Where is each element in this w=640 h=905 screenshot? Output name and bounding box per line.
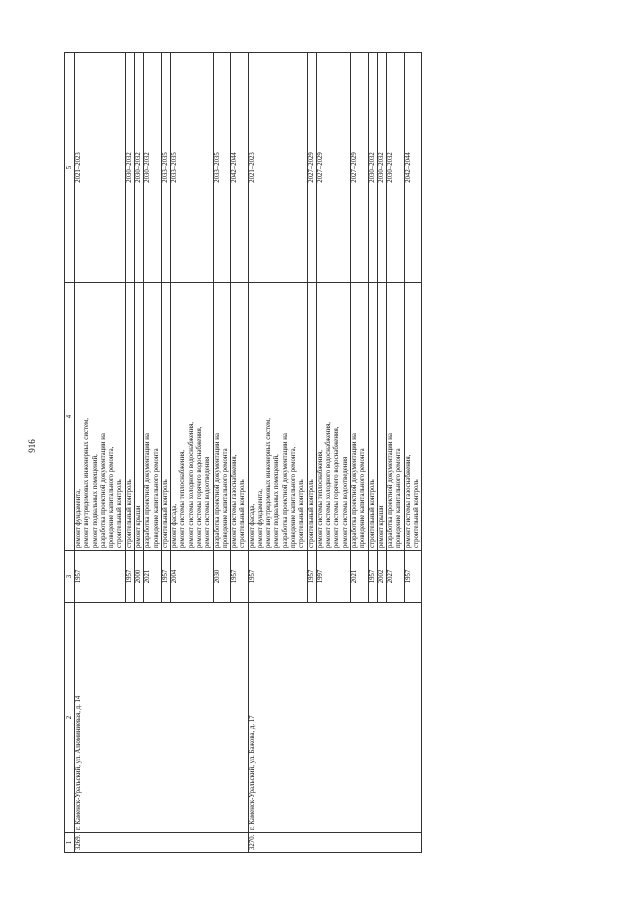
work-cell (377, 282, 386, 550)
page-number: 916 (27, 439, 37, 453)
year-cell: 2000 (134, 550, 143, 602)
period-cell: 2027–2029 (316, 52, 350, 282)
work-cell (144, 282, 162, 550)
work-line: проведение капитального ремонта (152, 447, 160, 548)
record-number: 3270. (248, 832, 422, 852)
work-cell (368, 282, 377, 550)
work-line: ремонт системы газоснабжения, (231, 454, 239, 548)
work-line: разработка проектной документации на (351, 432, 358, 548)
period-cell: 2021–2023 (75, 52, 126, 282)
year-cell: 2021 (351, 550, 369, 602)
work-line: ремонт системы горячего водоснабжения, (195, 426, 203, 548)
rotated-page (64, 53, 576, 853)
work-line: ремонт фундамента, (256, 488, 264, 548)
work-line: ремонт крыши (377, 504, 385, 548)
work-line: разработка проектной документации на (281, 432, 289, 548)
work-cell (404, 282, 422, 550)
repair-schedule-table (64, 52, 422, 853)
period-cell: 2027–2029 (307, 52, 316, 282)
column-number: 5 (65, 52, 75, 282)
record-address: г. Каменск-Уральский, ул. Алюминиевая, д. 14 (75, 602, 249, 832)
column-number: 4 (65, 282, 75, 550)
work-line: ремонт подвальных помещений, (273, 453, 281, 548)
work-cell (231, 282, 249, 550)
work-cell (75, 282, 126, 550)
year-cell: 2004 (171, 550, 213, 602)
work-cell (125, 282, 134, 550)
period-cell: 2033–2035 (213, 52, 231, 282)
work-cell (171, 282, 213, 550)
column-number-row (65, 52, 75, 852)
work-line: ремонт фундамента, (75, 488, 82, 548)
work-line: строительный контроль (125, 478, 133, 548)
work-cell (134, 282, 143, 550)
period-cell: 2030–2032 (387, 52, 405, 282)
period-cell: 2033–2035 (161, 52, 170, 282)
record-number: 3269. (75, 832, 249, 852)
work-line: разработка проектной документации на (387, 432, 395, 548)
work-cell (316, 282, 350, 550)
table-body (75, 52, 422, 852)
work-line: проведение капитального ремонта (395, 447, 403, 548)
table-row (75, 52, 126, 852)
year-cell: 1957 (307, 550, 316, 602)
work-line: разработка проектной документации на (213, 432, 221, 548)
work-line: ремонт системы водоотведения (204, 456, 212, 548)
period-cell: 2030–2032 (368, 52, 377, 282)
work-line: строительный контроль (161, 478, 169, 548)
work-line: строительный контроль (412, 478, 420, 548)
work-line: ремонт системы газоснабжения, (404, 454, 412, 548)
work-line: разработка проектной документации на (99, 432, 107, 548)
work-line: ремонт системы теплоснабжения, (179, 449, 187, 548)
work-line: ремонт системы горячего водоснабжения, (333, 426, 341, 548)
year-cell: 2021 (144, 550, 162, 602)
work-line: ремонт фасада, (171, 503, 179, 548)
period-cell: 2042–2044 (231, 52, 249, 282)
year-cell: 2030 (213, 550, 231, 602)
work-line: проведение капитального ремонта, (108, 446, 116, 548)
work-line: строительный контроль (298, 478, 306, 548)
work-cell (351, 282, 369, 550)
period-cell: 2030–2032 (125, 52, 134, 282)
year-cell: 1957 (368, 550, 377, 602)
work-line: ремонт системы теплоснабжения, (316, 449, 324, 548)
work-line: ремонт внутридомовых инженерных систем, (83, 417, 91, 548)
period-cell: 2033–2035 (171, 52, 213, 282)
work-line: ремонт системы холодного водоснабжения, (187, 421, 195, 548)
column-number: 2 (65, 602, 75, 832)
period-cell: 2030–2032 (144, 52, 162, 282)
work-line: ремонт крыши (134, 504, 142, 548)
year-cell: 1957 (248, 550, 307, 602)
period-cell: 2030–2032 (377, 52, 386, 282)
work-line: проведение капитального ремонта (359, 447, 367, 548)
column-number: 3 (65, 550, 75, 602)
record-address: г. Каменск-Уральский, ул. Бажова, д. 17 (248, 602, 422, 832)
work-line: проведение капитального ремонта (221, 447, 229, 548)
year-cell: 2002 (377, 550, 386, 602)
year-cell: 1957 (161, 550, 170, 602)
work-line: строительный контроль (116, 478, 124, 548)
year-cell: 1957 (75, 550, 126, 602)
period-cell: 2021–2023 (248, 52, 307, 282)
period-cell: 2027–2029 (351, 52, 369, 282)
period-cell: 2030–2032 (134, 52, 143, 282)
work-line: ремонт системы холодного водоснабжения, (325, 421, 333, 548)
work-line: строительный контроль (368, 478, 376, 548)
work-line: строительный контроль (239, 478, 247, 548)
work-line: разработка проектной документации на (144, 432, 152, 548)
work-line: ремонт внутридомовых инженерных систем, (265, 417, 273, 548)
work-cell (213, 282, 231, 550)
table-row (248, 52, 307, 852)
year-cell: 1957 (404, 550, 422, 602)
year-cell: 1957 (125, 550, 134, 602)
column-number: 1 (65, 832, 75, 852)
year-cell: 1997 (316, 550, 350, 602)
period-cell: 2042–2044 (404, 52, 422, 282)
work-line: ремонт подвальных помещений, (91, 453, 99, 548)
work-cell (387, 282, 405, 550)
work-line: ремонт системы водоотведения (341, 456, 349, 548)
work-cell (307, 282, 316, 550)
work-cell (161, 282, 170, 550)
work-cell (248, 282, 307, 550)
year-cell: 1957 (231, 550, 249, 602)
work-line: строительный контроль (307, 478, 315, 548)
work-line: проведение капитального ремонта, (290, 446, 298, 548)
year-cell: 2027 (387, 550, 405, 602)
work-line: ремонт фасада, (248, 503, 256, 548)
